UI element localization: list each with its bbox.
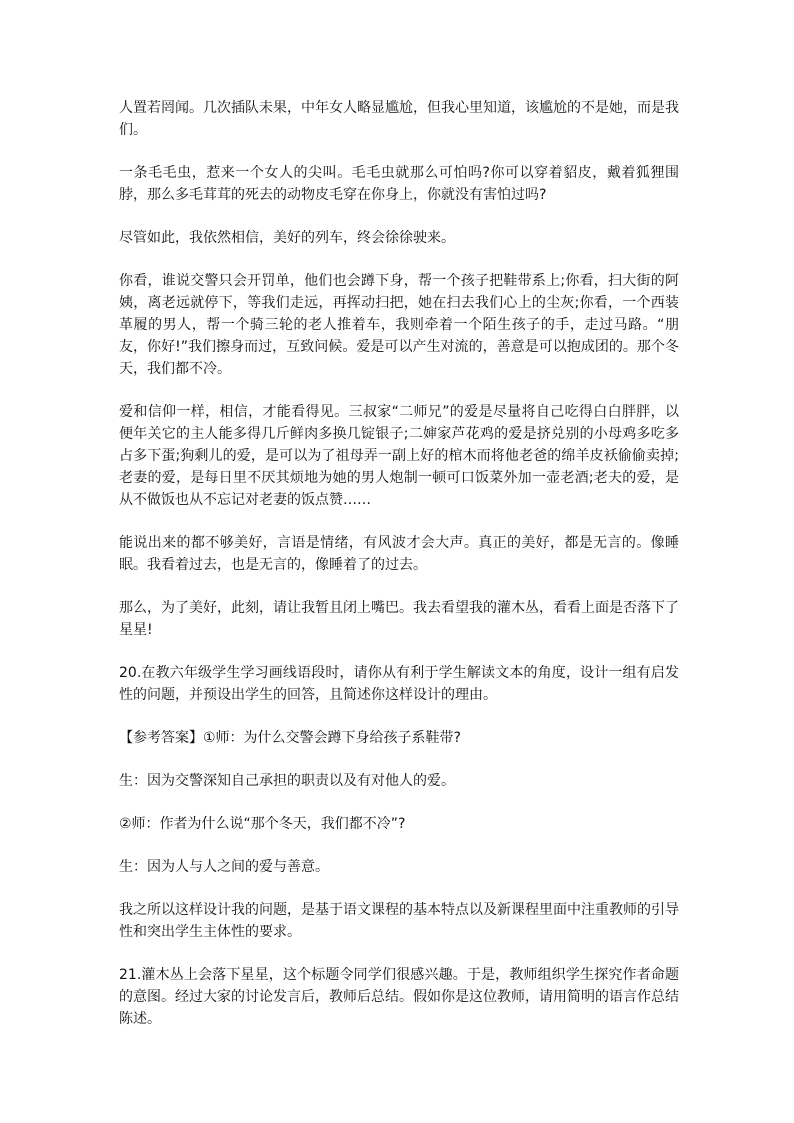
design-rationale: 我之所以这样设计我的问题，是基于语文课程的基本特点以及新课程里面中注重教师的引导性和突出学生主体性的要求。 bbox=[119, 902, 679, 940]
paragraph-2: 一条毛毛虫，惹来一个女人的尖叫。毛毛虫就那么可怕吗?你可以穿着貂皮，戴着狐狸围脖，那么多毛茸茸的死去的动物皮毛穿在你身上，你就没有害怕过吗? bbox=[119, 165, 679, 203]
question-21: 21.灌木丛上会落下星星，这个标题令同学们很感兴趣。于是，教师组织学生探究作者命题的意图。经过大家的讨论发言后，教师后总结。假如你是这位教师，请用简明的语言作总结陈述。 bbox=[119, 967, 679, 1027]
reference-answer-q2: ②师：作者为什么说“那个冬天，我们都不冷”? bbox=[119, 816, 406, 832]
paragraph-5: 爱和信仰一样，相信，才能看得见。三叔家“二师兄”的爱是尽量将自己吃得白白胖胖，以便年关它的主人能多得几斤鲜肉多换几锭银子;二婶家芦花鸡的爱是挤兑别的小母鸡多吃多占多下蛋;狗剩儿的爱，是可以为了祖母弄一副上好的棺木而将他老爸的绵羊皮袄偷偷卖掉;老妻的爱，是每日里不厌其烦地为她的男人炮制一顿可口饭菜外加一壶老酒;老夫的爱，是从不做饭也从不忘记对老妻的饭点赞…… bbox=[119, 404, 679, 508]
student-answer-2: 生：因为人与人之间的爱与善意。 bbox=[119, 859, 329, 875]
paragraph-1: 人置若罔闻。几次插队未果，中年女人略显尴尬，但我心里知道，该尴尬的不是她，而是我们。 bbox=[119, 100, 679, 138]
paragraph-4: 你看，谁说交警只会开罚单，他们也会蹲下身，帮一个孩子把鞋带系上;你看，扫大街的阿姨，离老远就停下，等我们走远，再挥动扫把，她在扫去我们心上的尘灰;你看，一个西装革履的男人，帮一个骑三轮的老人推着车，我则牵着一个陌生孩子的手，走过马路。“朋友，你好!”我们擦身而过，互致问候。爱是可以产生对流的，善意是可以抱成团的。那个冬天，我们都不冷。 bbox=[119, 273, 679, 377]
student-answer-1: 生：因为交警深知自己承担的职责以及有对他人的爱。 bbox=[119, 773, 455, 789]
question-20: 20.在教六年级学生学习画线语段时，请你从有利于学生解读文本的角度，设计一组有启发性的问题，并预设出学生的回答，且简述你这样设计的理由。 bbox=[119, 665, 679, 703]
paragraph-6: 能说出来的都不够美好，言语是情绪，有风波才会大声。真正的美好，都是无言的。像睡眠。我看着过去，也是无言的，像睡着了的过去。 bbox=[119, 535, 679, 573]
document-page bbox=[119, 97, 679, 1051]
reference-answer-q1: 【参考答案】①师：为什么交警会蹲下身给孩子系鞋带? bbox=[119, 730, 461, 746]
paragraph-7: 那么，为了美好，此刻，请让我暂且闭上嘴巴。我去看望我的灌木丛，看看上面是否落下了星星! bbox=[119, 600, 679, 638]
paragraph-3: 尽管如此，我依然相信，美好的列车，终会徐徐驶来。 bbox=[119, 230, 455, 246]
